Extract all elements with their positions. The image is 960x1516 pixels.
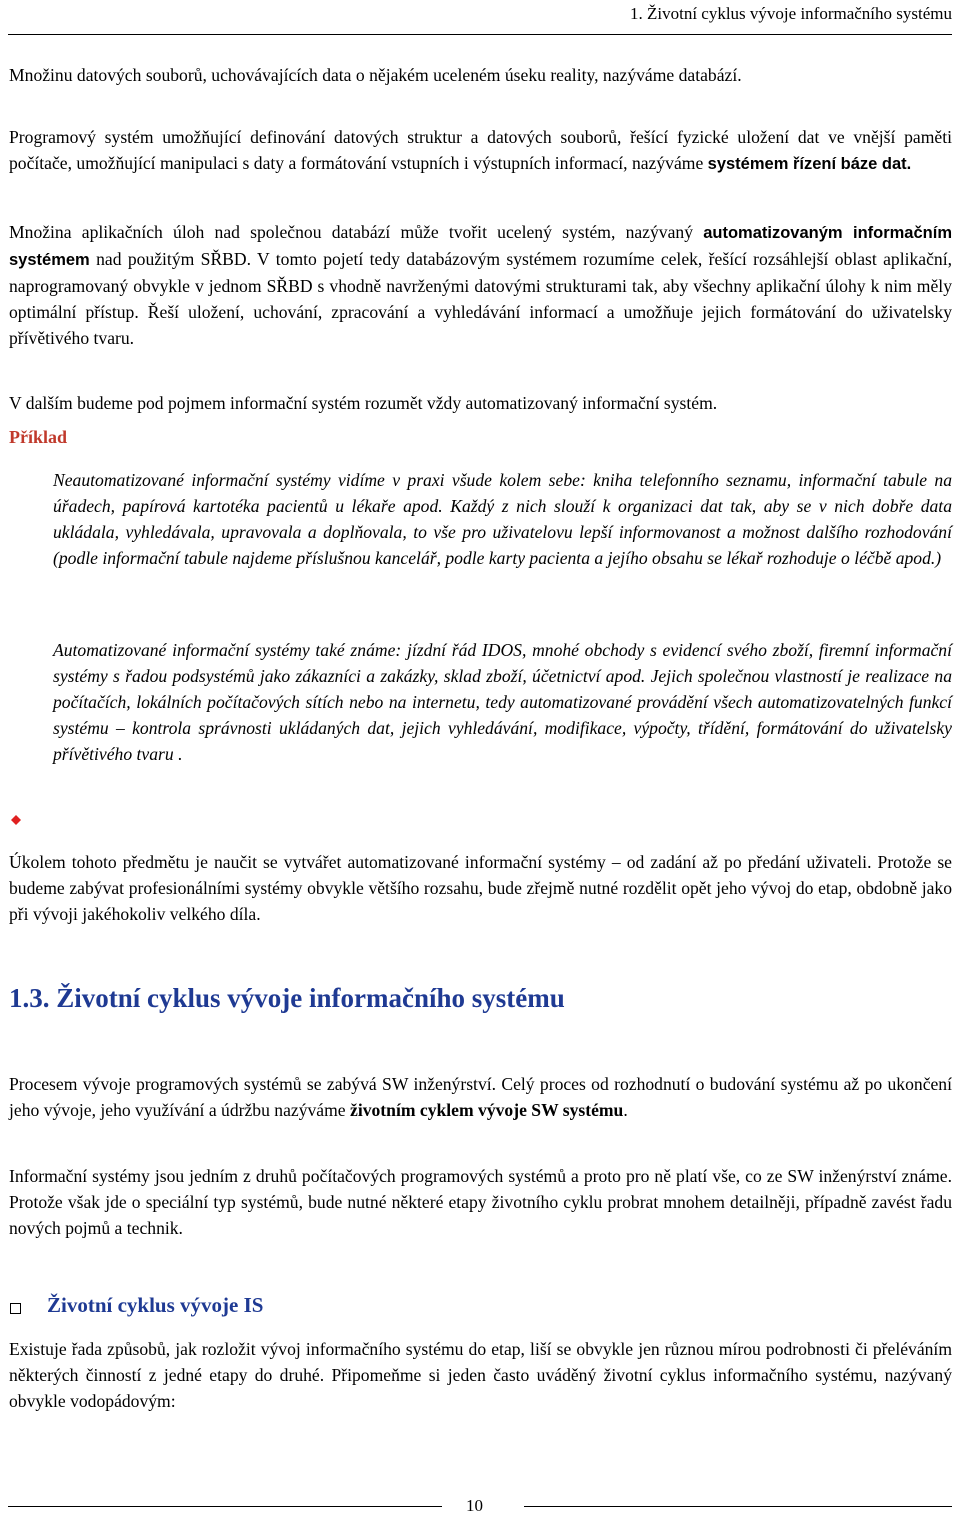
paragraph-is-types: Informační systémy jsou jedním z druhů počítačových programových systémů a proto pro ně platí vše, co ze SW inženýrství známe. Protože však jde o speciální typ systémů, bude nutné některé etapy životního cyklu probrat mnohem detailněji, případně zavést řadu nových pojmů a technik. bbox=[9, 1166, 952, 1238]
paragraph-dbms-definition bbox=[9, 124, 952, 177]
paragraph-text: Procesem vývoje programových systémů se zabývá SW inženýrství. Celý proces od rozhodnutí o budování systému až po ukončení jeho vývoje, jeho využívání a údržbu nazýváme bbox=[9, 1074, 952, 1120]
section-heading: 1.3. Životní cyklus vývoje informačního systému bbox=[9, 983, 565, 1013]
paragraph-text: nad použitým SŘBD. bbox=[89, 249, 252, 269]
paragraph-text: V tomto pojetí tedy databázovým systémem rozumíme celek, řešící rozsáhlejší oblast aplikační, naprogramovaný obvykle v jednom SŘBD s vhodně navrženými datovými strukturami tak, aby všechny aplikační úlohy k nim měly optimální přístup. Řeší uložení, uchování, zpracování a vyhledávání informací a umožňuje jejich formátování do uživatelsky přívětivého tvaru. bbox=[9, 249, 952, 348]
term-ais: automatizovaným informačním systémem bbox=[9, 224, 952, 269]
term-dbms: systémem řízení báze dat. bbox=[707, 155, 912, 173]
footer-rule-right bbox=[524, 1506, 952, 1507]
paragraph-text: Množina aplikačních úloh nad společnou databází může tvořit ucelený systém, nazývaný bbox=[9, 222, 704, 242]
paragraph-waterfall-intro: Existuje řada způsobů, jak rozložit vývoj informačního systému do etap, liší se obvykle jen různou mírou podrobnosti či přeléváním některých činností z jedné etapy do druhé. Připomeňme si jeden často uváděný životní cyklus informačního systému, nazývaný obvykle vodopádovým: bbox=[9, 1339, 952, 1411]
checkbox-icon bbox=[10, 1303, 21, 1314]
term-life-cycle: životním cyklem vývoje SW systému bbox=[350, 1100, 624, 1120]
page-number: 10 bbox=[466, 1496, 483, 1515]
header-rule bbox=[8, 34, 952, 35]
paragraph-course-goal: Úkolem tohoto předmětu je naučit se vytvářet automatizované informační systémy – od zadání až po předání uživateli. Protože se budeme zabývat profesionálními systémy obvykle většího rozsahu, bude zřejmě nutné rozdělit opět jeho vývoj do etap, obdobně jako při vývoji jakéhokoliv velkého díla. bbox=[9, 852, 952, 924]
paragraph-ais-definition bbox=[9, 219, 952, 351]
red-diamond-icon bbox=[11, 815, 21, 825]
paragraph-database-definition: Množinu datových souborů, uchovávajících data o nějakém uceleném úseku reality, nazýváme databází. bbox=[9, 65, 742, 85]
paragraph-text: Programový systém umožňující definování datových struktur a datových souborů, řešící fyzické uložení dat ve vnější paměti počítače, umožňující manipulaci s daty a formátování vstupních i výstupních informací, nazýváme bbox=[9, 127, 952, 173]
example-heading: Příklad bbox=[9, 427, 68, 447]
footer-rule-left bbox=[8, 1506, 442, 1507]
example-non-automated: Neautomatizované informační systémy vidíme v praxi všude kolem sebe: kniha telefonního seznamu, informační tabule na úřadech, papírová kartotéka pacientů u lékaře apod. Každý z nich slouží k organizaci dat tak, aby se v nich dobře data ukládala, vyhledávala, upravovala a doplňovala, to vše pro uživatelovu lepší informovanost a možnost dalšího rozhodování (podle informační tabule najdeme příslušnou kancelář, podle karty pacienta a jejího obsahu se lékař rozhoduje o léčbě apod.) bbox=[53, 470, 952, 568]
paragraph-text: . bbox=[623, 1100, 628, 1120]
subsection-heading: Životní cyklus vývoje IS bbox=[47, 1293, 264, 1317]
running-header: 1. Životní cyklus vývoje informačního systému bbox=[629, 4, 952, 23]
example-automated: Automatizované informační systémy také známe: jízdní řád IDOS, mnohé obchody s evidencí svého zboží, firemní informační systémy s řadou podsystémů jako zákazníci a zakázky, sklad zboží, účetnictví apod. Jejich společnou vlastností je realizace na počítačích, lokálních počítačových sítích nebo na internetu, tedy automatizované provádění všech automatizovatelných funkcí systému – kontrola správnosti ukládaných dat, jejich vyhledávání, modifikace, výpočty, třídění, formátování do uživatelsky přívětivého tvaru . bbox=[53, 640, 952, 764]
paragraph-sw-engineering bbox=[9, 1071, 952, 1123]
paragraph-is-meaning: V dalším budeme pod pojmem informační systém rozumět vždy automatizovaný informační systém. bbox=[9, 393, 718, 413]
